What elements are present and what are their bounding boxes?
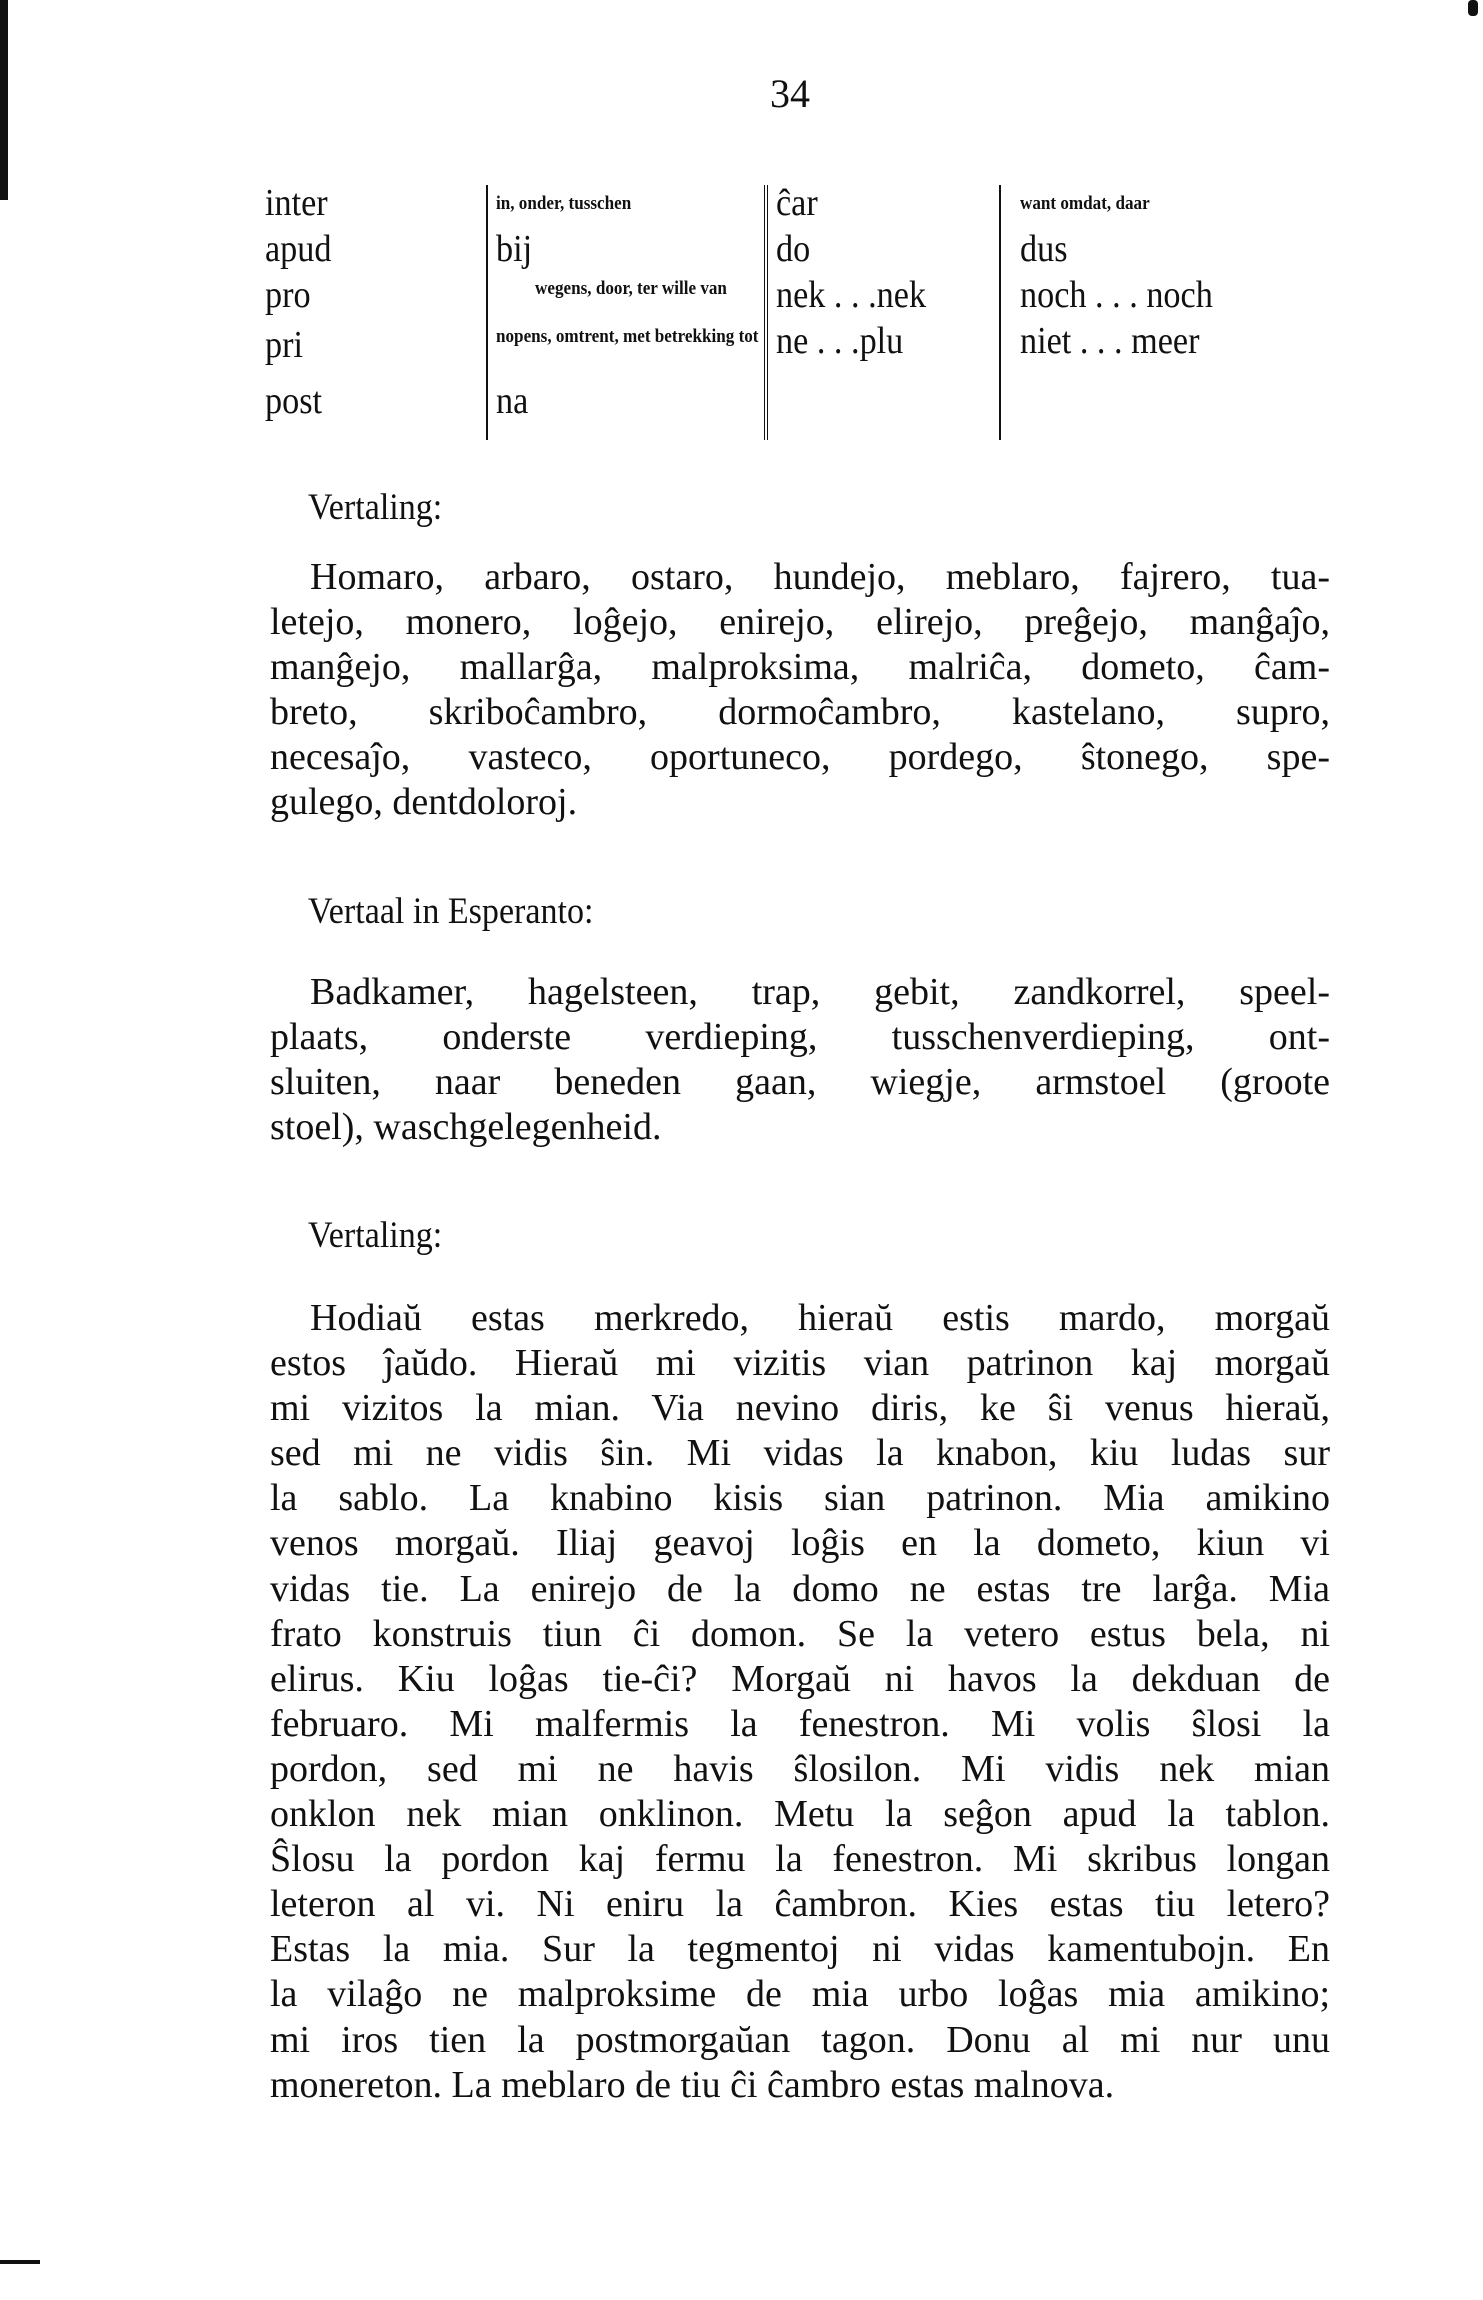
section-heading: Vertaling: xyxy=(308,1215,443,1256)
text-line: manĝejo, mallarĝa, malproksima, malriĉa, dometo, ĉam- xyxy=(270,646,1330,688)
text-line: frato konstruis tiun ĉi domon. Se la vetero estus bela, ni xyxy=(270,1612,1330,1655)
dutch-meaning: nopens, omtrent, met betrekking tot xyxy=(496,326,759,347)
text-line: onklon nek mian onklinon. Metu la seĝon apud la tablon. xyxy=(270,1793,1330,1836)
text-line: Ŝlosu la pordon kaj fermu la fenestron. Mi skribus longan xyxy=(270,1838,1330,1881)
column-divider xyxy=(999,185,1001,440)
latin-word: pri xyxy=(265,324,303,366)
dutch-meaning: wegens, door, ter wille van xyxy=(535,278,727,299)
text-line: Estas la mia. Sur la tegmentoj ni vidas kamentubojn. En xyxy=(270,1928,1330,1971)
text-line: februaro. Mi malfermis la fenestron. Mi volis ŝlosi la xyxy=(270,1702,1330,1745)
text-line: plaats, onderste verdieping, tusschenverdieping, ont- xyxy=(270,1016,1330,1058)
latin-word: pro xyxy=(265,274,311,316)
text-line: monereton. La meblaro de tiu ĉi ĉambro estas malnova. xyxy=(270,2063,1115,2106)
text-line: breto, skriboĉambro, dormoĉambro, kastelano, supro, xyxy=(270,691,1330,733)
text-line: pordon, sed mi ne havis ŝlosilon. Mi vidis nek mian xyxy=(270,1747,1330,1790)
esperanto-conjunction: do xyxy=(776,228,811,270)
text-line: Hodiaŭ estas merkredo, hieraŭ estis mardo, morgaŭ xyxy=(310,1297,1330,1339)
column-divider xyxy=(764,185,768,440)
text-line: mi vizitos la mian. Via nevino diris, ke ŝi venus hieraŭ, xyxy=(270,1387,1330,1430)
exercise-paragraph xyxy=(270,555,1330,825)
dutch-meaning: na xyxy=(496,380,529,422)
exercise-paragraph xyxy=(270,1296,1330,2108)
text-line: la vilaĝo ne malproksime de mia urbo loĝas mia amikino; xyxy=(270,1973,1330,2016)
section-heading: Vertaal in Esperanto: xyxy=(308,891,594,932)
text-line: sluiten, naar beneden gaan, wiegje, armstoel (groote xyxy=(270,1061,1330,1103)
esperanto-conjunction: nek . . .nek xyxy=(776,274,927,316)
text-line: leteron al vi. Ni eniru la ĉambron. Kies estas tiu letero? xyxy=(270,1883,1330,1926)
text-line: gulego, dentdoloroj. xyxy=(270,781,578,823)
exercise-paragraph xyxy=(270,970,1330,1150)
column-divider xyxy=(486,185,488,440)
dutch-conjunction: want omdat, daar xyxy=(1020,193,1150,214)
latin-word: post xyxy=(265,380,323,422)
section-heading: Vertaling: xyxy=(308,487,443,528)
esperanto-conjunction: ne . . .plu xyxy=(776,320,904,362)
scan-edge xyxy=(0,0,8,200)
text-line: letejo, monero, loĝejo, enirejo, elirejo, preĝejo, manĝaĵo, xyxy=(270,601,1330,643)
dutch-meaning: bij xyxy=(496,228,533,270)
text-line: venos morgaŭ. Iliaj geavoj loĝis en la dometo, kiun vi xyxy=(270,1522,1330,1565)
page-number: 34 xyxy=(770,71,810,116)
dutch-meaning: in, onder, tusschen xyxy=(496,193,632,214)
text-line: elirus. Kiu loĝas tie-ĉi? Morgaŭ ni havos la dekduan de xyxy=(270,1657,1330,1700)
text-line: mi iros tien la postmorgaŭan tagon. Donu al mi nur unu xyxy=(270,2018,1330,2061)
dutch-conjunction: noch . . . noch xyxy=(1020,274,1213,316)
text-line: sed mi ne vidis ŝin. Mi vidas la knabon, kiu ludas sur xyxy=(270,1432,1330,1475)
dutch-conjunction: dus xyxy=(1020,228,1068,270)
text-line: estos ĵaŭdo. Hieraŭ mi vizitis vian patrinon kaj morgaŭ xyxy=(270,1342,1330,1385)
text-line: necesaĵo, vasteco, oportuneco, pordego, ŝtonego, spe- xyxy=(270,736,1330,778)
text-line: stoel), waschgelegenheid. xyxy=(270,1106,662,1148)
latin-word: inter xyxy=(265,182,328,224)
text-line: la sablo. La knabino kisis sian patrinon. Mia amikino xyxy=(270,1477,1330,1520)
dutch-conjunction: niet . . . meer xyxy=(1020,320,1200,362)
scan-spot xyxy=(1468,0,1478,16)
text-line: Homaro, arbaro, ostaro, hundejo, meblaro, fajrero, tua- xyxy=(310,556,1330,598)
esperanto-conjunction: ĉar xyxy=(776,182,818,224)
latin-word: apud xyxy=(265,228,332,270)
text-line: Badkamer, hagelsteen, trap, gebit, zandkorrel, speel- xyxy=(310,971,1330,1013)
text-line: vidas tie. La enirejo de la domo ne estas tre larĝa. Mia xyxy=(270,1567,1330,1610)
scan-edge-bottom xyxy=(0,2260,40,2264)
